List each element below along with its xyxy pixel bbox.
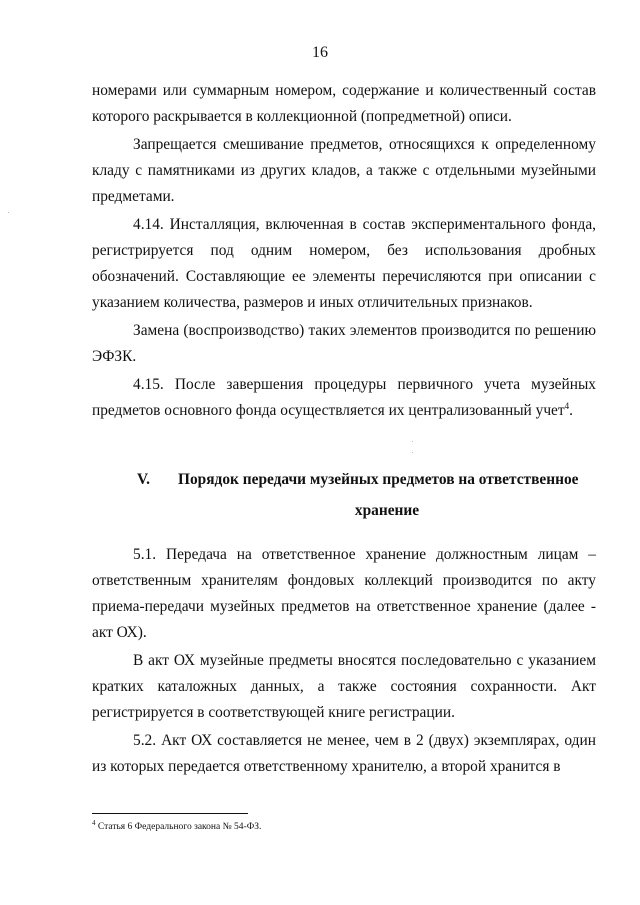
paragraph-4-15-text: 4.15. После завершения процедуры первичного учета музейных предметов основного фонда осуществляется их централизованный учет (92, 376, 596, 419)
text-block-section-4 (92, 78, 596, 424)
section-title-line1: Порядок передачи музейных предметов на ответственное (178, 471, 579, 488)
paragraph-4-14: 4.14. Инсталляция, включенная в состав экспериментального фонда, регистрируется под одним номером, без использования дробных обозначений. Составляющие ее элементы перечисляются при описании с указанием количества, размеров и иных отличительных признаков. (92, 216, 596, 311)
paragraph-mixing-prohibition: Запрещается смешивание предметов, относящихся к определенному кладу с памятниками из других кладов, а также с отдельными музейными предметами. (92, 136, 596, 205)
text-block-section-5 (92, 542, 596, 780)
scan-speck (8, 212, 9, 213)
paragraph-5-2: 5.2. Акт ОХ составляется не менее, чем в 2 (двух) экземплярах, один из которых передается ответственному хранителю, а второй хранится в (92, 732, 596, 775)
section-title-line2: хранение (354, 502, 420, 519)
footnote-reference: 4 (564, 400, 570, 411)
footnote (92, 818, 262, 833)
page-number: 16 (312, 44, 328, 61)
footnote-marker: 4 (92, 818, 96, 827)
scan-speck (412, 452, 413, 453)
scan-speck (412, 441, 413, 442)
paragraph-replacement: Замена (воспроизводство) таких элементов производится по решению ЭФЗК. (92, 322, 596, 365)
paragraph-continuation: номерами или суммарным номером, содержание и количественный состав которого раскрывается в коллекционной (попредметной) описи. (92, 82, 596, 125)
footnote-text: Статья 6 Федерального закона № 54-ФЗ. (97, 822, 262, 832)
paragraph-5-1: 5.1. Передача на ответственное хранение должностным лицам – ответственным хранителям фондовых коллекций производится по акту приема-передачи музейных предметов на ответственное хранение (далее - акт ОХ). (92, 546, 596, 641)
paragraph-4-15: 4.15. После завершения процедуры первичного учета музейных предметов основного фонда осуществляется их централизованный учет$^4$. (92, 376, 596, 419)
section-heading (92, 466, 596, 524)
paragraph-act-oh: В акт ОХ музейные предметы вносятся последовательно с указанием кратких каталожных данных, а также состояния сохранности. Акт регистрируется в соответствующей книге регистрации. (92, 652, 596, 721)
footnote-separator (92, 813, 248, 814)
section-number: V. (137, 471, 150, 488)
